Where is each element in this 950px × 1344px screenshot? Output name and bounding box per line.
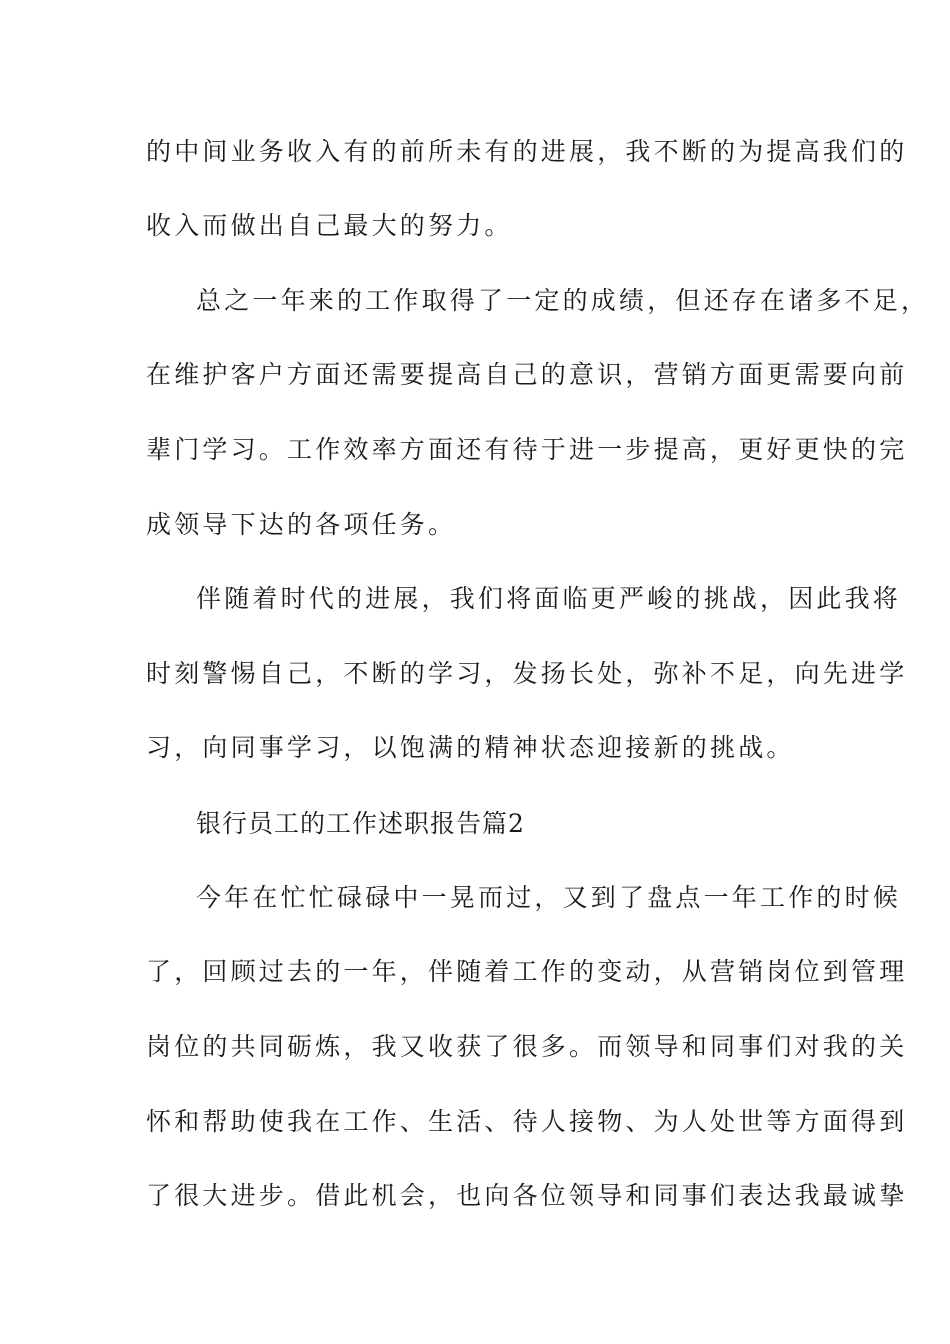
paragraph-line: 习，向同事学习，以饱满的精神状态迎接新的挑战。 — [146, 733, 795, 762]
paragraph-line: 岗位的共同砺炼，我又收获了很多。而领导和同事们对我的关 — [146, 1032, 908, 1061]
paragraph-line: 今年在忙忙碌碌中一晃而过，又到了盘点一年工作的时候 — [196, 883, 902, 912]
paragraph-line: 成领导下达的各项任务。 — [146, 510, 457, 539]
paragraph-line: 的中间业务收入有的前所未有的进展，我不断的为提高我们的 — [146, 137, 908, 166]
section-heading: 银行员工的工作述职报告篇2 — [196, 809, 525, 838]
paragraph-line: 总之一年来的工作取得了一定的成绩，但还存在诸多不足， — [196, 286, 930, 315]
paragraph-line: 怀和帮助使我在工作、生活、待人接物、为人处世等方面得到 — [146, 1107, 908, 1136]
paragraph-line: 收入而做出自己最大的努力。 — [146, 211, 513, 240]
paragraph-line: 时刻警惕自己，不断的学习，发扬长处，弥补不足，向先进学 — [146, 659, 908, 688]
paragraph-line: 辈门学习。工作效率方面还有待于进一步提高，更好更快的完 — [146, 435, 908, 464]
paragraph-line: 了很大进步。借此机会，也向各位领导和同事们表达我最诚挚 — [146, 1181, 908, 1210]
paragraph-line: 了，回顾过去的一年，伴随着工作的变动，从营销岗位到管理 — [146, 957, 908, 986]
paragraph-line: 在维护客户方面还需要提高自己的意识，营销方面更需要向前 — [146, 360, 908, 389]
paragraph-line: 伴随着时代的进展，我们将面临更严峻的挑战，因此我将 — [196, 584, 902, 613]
